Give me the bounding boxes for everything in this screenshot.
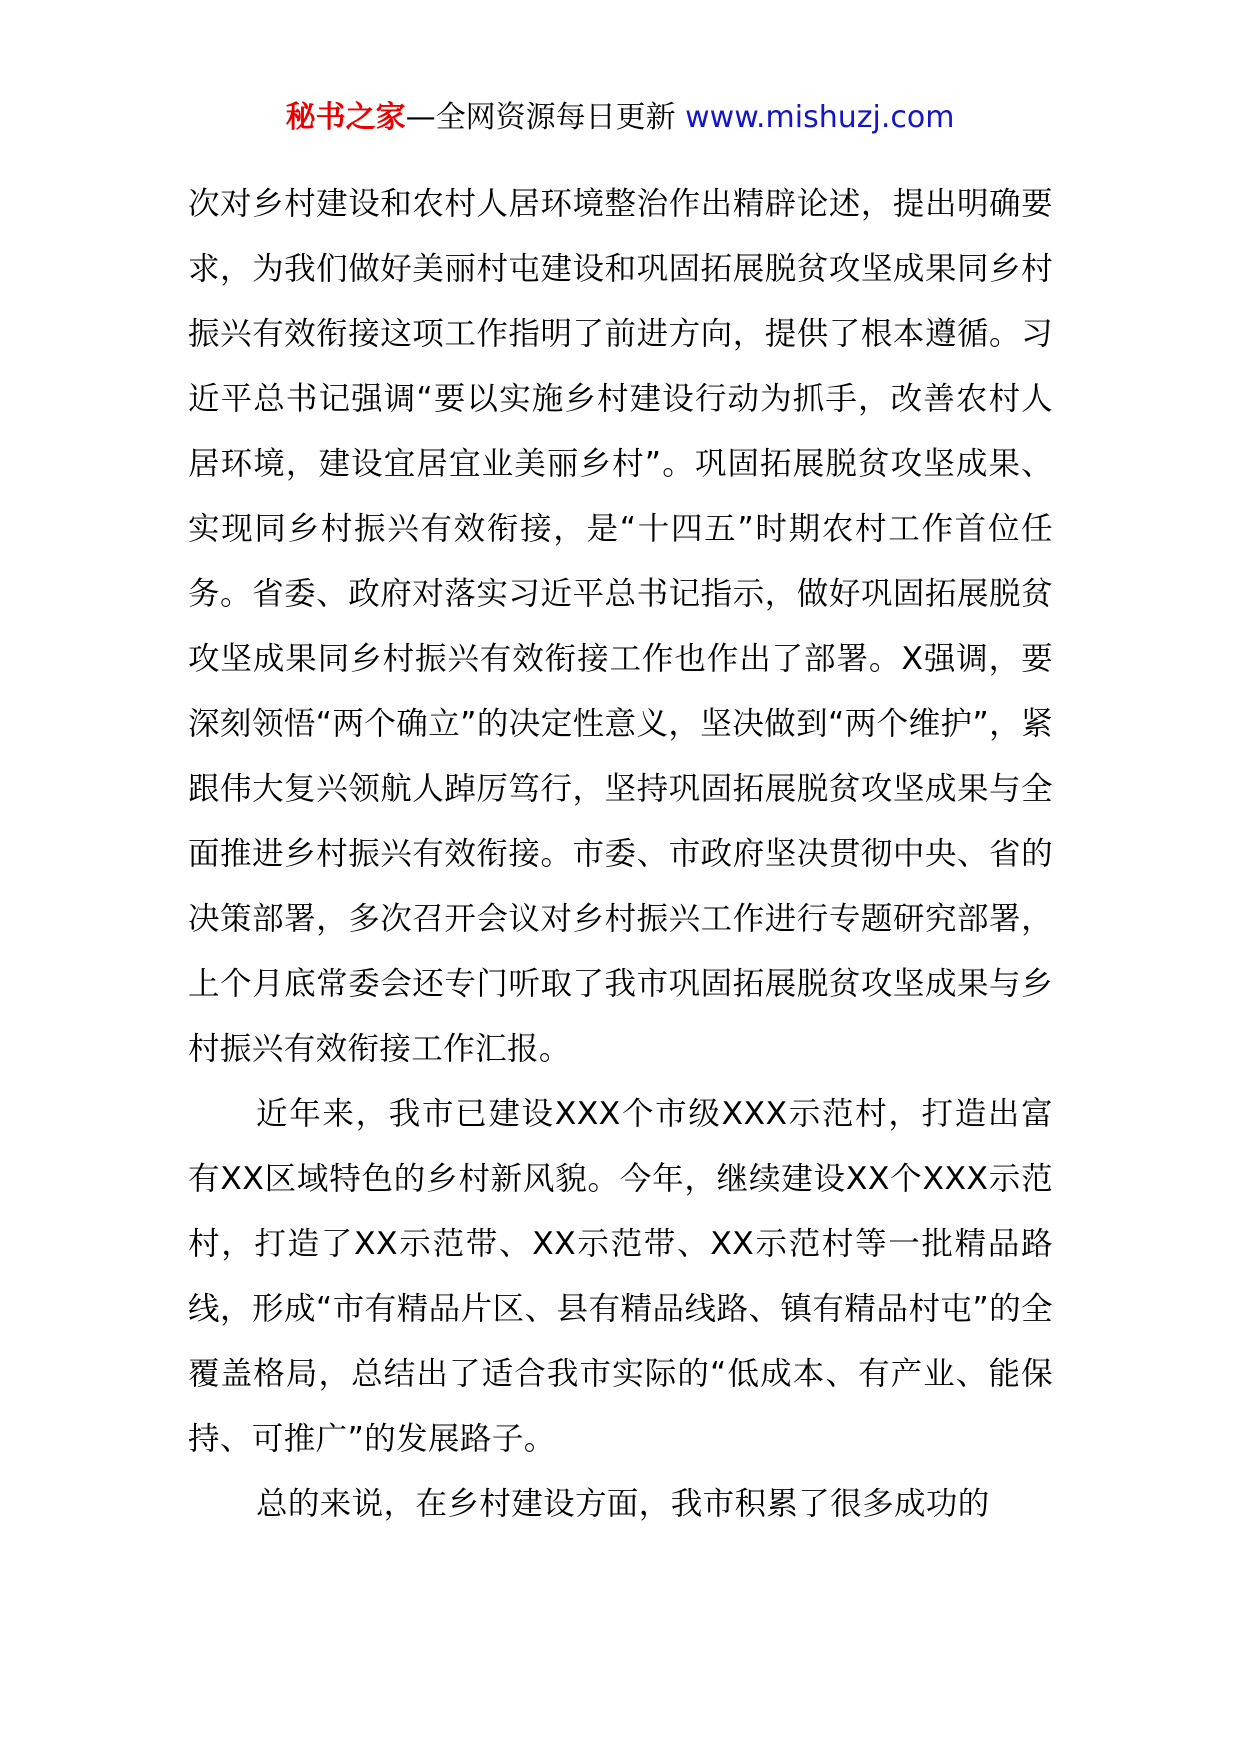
paragraph-3: 总的来说，在乡村建设方面，我市积累了很多成功的 xyxy=(256,1486,990,1522)
site-url-link[interactable]: www.mishuzj.com xyxy=(685,100,955,135)
paragraph-2: 近年来，我市已建设XXX个市级XXX示范村，打造出富有XX区域特色的乡村新风貌。今年，继续建设XX个XXX示范村，打造了XX示范带、XX示范带、XX示范村等一批精品路线，形成“市有精品片区、县有精品线路、镇有精品村屯”的全覆盖格局，总结出了适合我市实际的“低成本、有产业、能保持、可推广”的发展路子。 xyxy=(188,1096,1053,1457)
header-tagline: —全网资源每日更新 xyxy=(405,100,676,135)
document-body xyxy=(188,172,1053,1537)
site-header xyxy=(0,98,1240,138)
paragraph-1: 次对乡村建设和农村人居环境整治作出精辟论述，提出明确要求，为我们做好美丽村屯建设和巩固拓展脱贫攻坚成果同乡村振兴有效衔接这项工作指明了前进方向，提供了根本遵循。习近平总书记强调“要以实施乡村建设行动为抓手，改善农村人居环境，建设宜居宜业美丽乡村”。巩固拓展脱贫攻坚成果、实现同乡村振兴有效衔接，是“十四五”时期农村工作首位任务。省委、政府对落实习近平总书记指示，做好巩固拓展脱贫攻坚成果同乡村振兴有效衔接工作也作出了部署。X强调，要深刻领悟“两个确立”的决定性意义，坚决做到“两个维护”，紧跟伟大复兴领航人踔厉笃行，坚持巩固拓展脱贫攻坚成果与全面推进乡村振兴有效衔接。市委、市政府坚决贯彻中央、省的决策部署，多次召开会议对乡村振兴工作进行专题研究部署，上个月底常委会还专门听取了我市巩固拓展脱贫攻坚成果与乡村振兴有效衔接工作汇报。 xyxy=(188,186,1053,1067)
brand-name: 秘书之家 xyxy=(285,100,406,135)
